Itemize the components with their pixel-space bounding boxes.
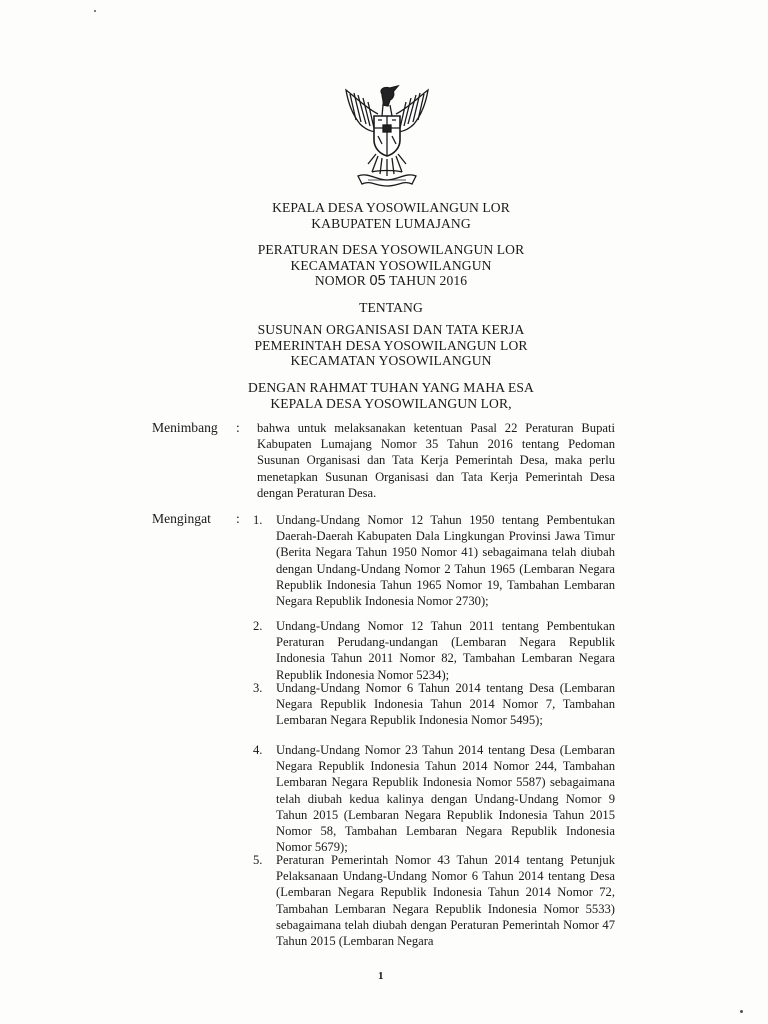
mengingat-item-2-number: 2. — [253, 619, 263, 633]
mengingat-colon: : — [236, 511, 240, 526]
menimbang-label: Menimbang — [152, 420, 218, 435]
mengingat-item-1-number: 1. — [253, 513, 263, 527]
nomor-value: 05 — [369, 273, 386, 289]
mengingat-item-1-text: Undang-Undang Nomor 12 Tahun 1950 tentang Pembentukan Daerah-Daerah Kabupaten Dala Lingkungan Provinsi Jawa Timur (Berita Negara Tahun 1950 Nomor 41) sebagaimana telah diubah dengan Undang-Undang Nomor 2 Tahun 1965 (Lembaran Negara Republik Indonesia Tahun 1965 Nomor 19, Tambahan Lembaran Negara Republik Indonesia Nomor 2730); — [276, 513, 615, 609]
scan-speck — [740, 1010, 743, 1013]
mengingat-item-2-text: Undang-Undang Nomor 12 Tahun 2011 tentang Pembentukan Peraturan Perudang-undangan (Lembaran Negara Republik Indonesia Tahun 2011 Nomor 82, Tambahan Lembaran Negara Republik Indonesia Nomor 5234); — [276, 619, 615, 682]
title-line-3: KECAMATAN YOSOWILANGUN — [290, 353, 492, 368]
mengingat-item-4-text: Undang-Undang Nomor 23 Tahun 2014 tentang Desa (Lembaran Negara Republik Indonesia Tahun 2014 Nomor 244, Tambahan Lembaran Negara Republik Indonesia Nomor 5587) sebagaimana telah diubah kedua kalinya dengan Undang-Undang Nomor 9 Tahun 2015 (Lembaran Negara Republik Indonesia Tahun 2015 Nomor 58, Tambahan Lembaran Negara Republik Indonesia Nomor 5679); — [276, 743, 615, 855]
page-number: 1 — [378, 970, 384, 982]
mengingat-item-3-text: Undang-Undang Nomor 6 Tahun 2014 tentang Desa (Lembaran Negara Republik Indonesia Tahun 2014 Nomor 7, Tambahan Lembaran Negara Republik Indonesia Nomor 5495); — [276, 681, 615, 728]
header-title — [196, 322, 586, 369]
header-rahmat — [196, 380, 586, 411]
rahmat-line-1: DENGAN RAHMAT TUHAN YANG MAHA ESA — [248, 380, 534, 395]
menimbang-text: bahwa untuk melaksanakan ketentuan Pasal 22 Peraturan Bupati Kabupaten Lumajang Nomor 35 Tahun 2016 tentang Pedoman Susunan Organisasi dan Tata Kerja Pemerintah Desa, maka perlu menetapkan Susunan Organisasi dan Tata Kerja Pemerintah Desa dengan Peraturan Desa. — [257, 421, 615, 500]
tentang-label: TENTANG — [359, 300, 423, 315]
header-line-3: PERATURAN DESA YOSOWILANGUN LOR — [257, 242, 525, 257]
menimbang-colon: : — [236, 420, 240, 435]
mengingat-item-5-number: 5. — [253, 853, 263, 867]
garuda-emblem-icon — [338, 84, 436, 192]
header-tentang — [196, 300, 586, 316]
header-line-2: KABUPATEN LUMAJANG — [311, 215, 471, 231]
nomor-suffix: TAHUN 2016 — [385, 273, 468, 288]
header-line-1: KEPALA DESA YOSOWILANGUN LOR — [272, 200, 510, 215]
mengingat-label: Mengingat — [152, 511, 211, 526]
title-line-1: SUSUNAN ORGANISASI DAN TATA KERJA — [257, 322, 525, 337]
title-line-2: PEMERINTAH DESA YOSOWILANGUN LOR — [254, 337, 528, 353]
header-nomor — [196, 273, 586, 290]
mengingat-item-3-number: 3. — [253, 681, 263, 695]
nomor-prefix: NOMOR — [314, 273, 370, 288]
header-issuer — [196, 200, 586, 231]
header-line-4: KECAMATAN YOSOWILANGUN — [290, 257, 492, 273]
mengingat-item-5-text: Peraturan Pemerintah Nomor 43 Tahun 2014 tentang Petunjuk Pelaksanaan Undang-Undang Nomor 6 Tahun 2014 tentang Desa (Lembaran Negara Republik Indonesia Tahun 2014 Nomor 72, Tambahan Lembaran Negara Republik Indonesia Nomor 5533) sebagaimana telah diubah dengan Peraturan Pemerintah Nomor 47 Tahun 2015 (Lembaran Negara — [276, 853, 615, 949]
rahmat-line-2: KEPALA DESA YOSOWILANGUN LOR, — [270, 395, 512, 411]
mengingat-item-4-number: 4. — [253, 743, 263, 757]
header-regulation — [196, 242, 586, 290]
scan-speck — [94, 10, 96, 12]
